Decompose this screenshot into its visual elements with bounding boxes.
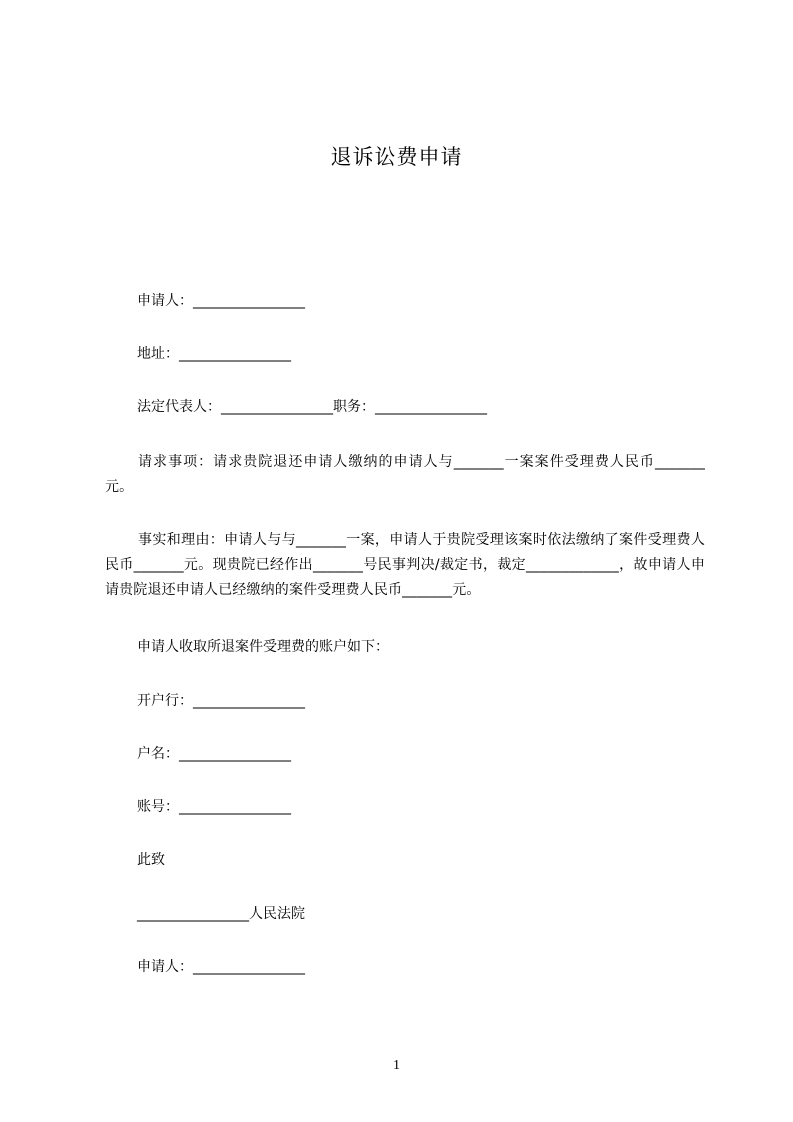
legal-representative-line: 法定代表人：________________职务：________________ — [137, 399, 487, 415]
document-title: 退诉讼费申请 — [330, 145, 463, 169]
account-number-line: 账号：________________ — [137, 799, 291, 815]
applicant-line: 申请人：________________ — [137, 293, 305, 309]
salutation: 此致 — [137, 852, 165, 868]
signature-line: 申请人：________________ — [137, 959, 305, 975]
page-number: 1 — [393, 1058, 400, 1073]
account-intro: 申请人收取所退案件受理费的账户如下： — [137, 639, 389, 655]
court-line: ________________人民法院 — [137, 906, 305, 922]
facts-paragraph: 事实和理由：申请人与与_______一案，申请人于贵院受理该案时依法缴纳了案件受理费人民币_______元。现贵院已经作出_______号民事判决/裁定书，裁定_____________，故申请人申请贵院退还申请人已经缴纳的案件受理费人民币_______元。 — [105, 532, 705, 598]
bank-line: 开户行：________________ — [137, 693, 305, 709]
account-name-line: 户名：________________ — [137, 746, 291, 762]
address-line: 地址：________________ — [137, 346, 291, 362]
request-paragraph: 请求事项：请求贵院退还申请人缴纳的申请人与_______一案案件受理费人民币_______元。 — [105, 454, 705, 495]
